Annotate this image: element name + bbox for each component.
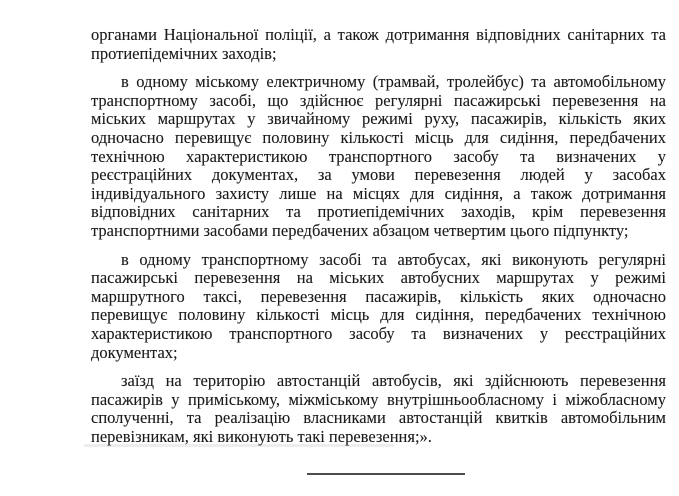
text-line: міських маршрутах у звичайному режимі руху, пасажирів, кількість яких [91, 109, 666, 129]
text-line: органами Національної поліції, а також дотримання відповідних санітарних та [91, 25, 666, 44]
text-line: транспортними засобами передбачених абзацом четвертим цього підпункту; [91, 220, 629, 240]
section-divider [307, 473, 465, 475]
text-line: заїзд на територію автостанцій автобусів, які здійснюють перевезення [121, 371, 666, 391]
paragraph [91, 251, 666, 363]
text-line: транспортному засобі, що здійснює регулярні пасажирські перевезення на [91, 90, 666, 110]
text-line: технічною характеристикою транспортного засобу та визначених у [91, 146, 666, 166]
text-line: в одному транспортному засобі та автобусах, які виконують регулярні [121, 249, 666, 269]
text-line: документах; [91, 342, 178, 362]
text-line: сполученні, та реалізацію власниками автостанцій квитків автомобільним [91, 408, 666, 428]
text-line: характеристикою транспортного засобу та визначених у реєстраційних [91, 323, 666, 343]
text-line: маршрутного таксі, перевезення пасажирів, кількість яких одночасно [91, 286, 666, 306]
text-line: перевищує половину кількості місць для сидіння, передбачених технічною [91, 305, 666, 325]
text-line: одночасно перевищує половину кількості місць для сидіння, передбачених [91, 127, 666, 147]
text-line: пасажирські перевезення на міських автобусних маршрутах у режимі [91, 268, 666, 288]
paragraph [91, 372, 666, 446]
paragraph [91, 73, 666, 240]
text-line: в одному міському електричному (трамвай, тролейбус) та автомобільному [121, 72, 666, 92]
scan-artifact [84, 444, 394, 447]
text-line: реєстраційних документах, за умови перевезення людей у засобах [91, 165, 666, 185]
text-line: пасажирів у приміському, міжміському внутрішньообласному і міжобласному [91, 389, 666, 409]
text-line: відповідних санітарних та протиепідемічних заходів, крім перевезення [91, 202, 666, 222]
paragraph [91, 26, 666, 63]
text-line: протиепідемічних заходів; [91, 43, 277, 63]
text-line: індивідуального захисту лише на місцях для сидіння, а також дотримання [91, 183, 666, 203]
text-line: перевізникам, які виконують такі перевезення;». [91, 426, 432, 446]
document-text [91, 26, 666, 446]
